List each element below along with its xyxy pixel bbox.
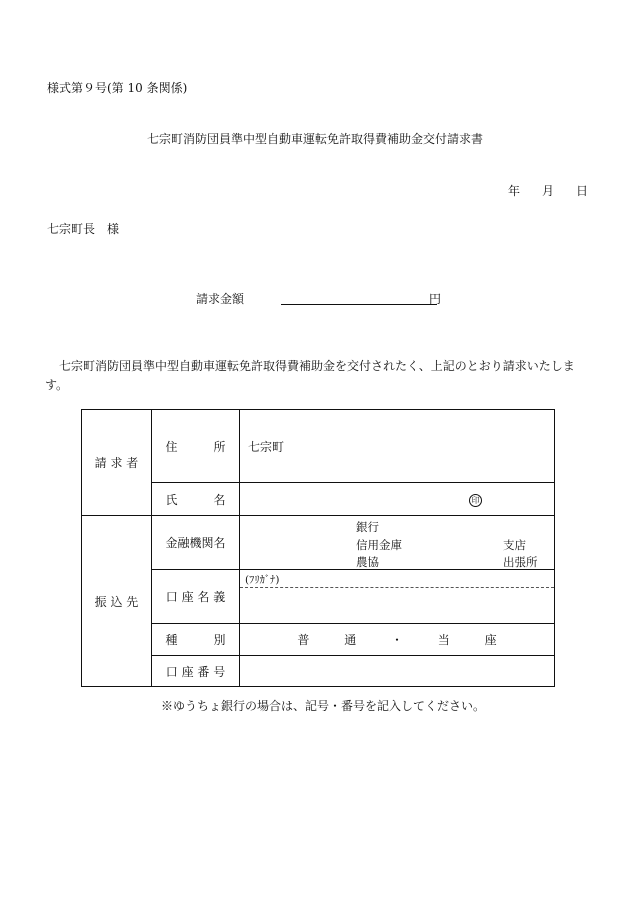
footnote: ※ゆうちょ銀行の場合は、記号・番号を記入してください。 (161, 699, 486, 713)
bank-type-agri-coop: 農協 (356, 555, 379, 569)
type-current-2: 座 (484, 633, 497, 647)
form-number: 様式第９号(第 10 条関係) (47, 81, 188, 95)
page-title: 七宗町消防団員準中型自動車運転免許取得費補助金交付請求書 (146, 132, 483, 146)
branch-type-branch: 支店 (503, 538, 526, 552)
account-type-label: 種 別 (152, 624, 240, 656)
claim-table (81, 409, 555, 687)
furigana-label: (ﾌﾘｶﾞﾅ) (245, 574, 280, 586)
branch-type-sub-branch: 出張所 (503, 555, 538, 569)
amount-label: 請求金額 (196, 292, 245, 306)
institution-label: 金融機関名 (152, 516, 240, 570)
address-label: 住 所 (152, 410, 240, 483)
type-ordinary-1: 普 (297, 633, 310, 647)
type-separator: ・ (390, 633, 403, 647)
transfer-group-label: 振 込 先 (82, 516, 152, 687)
date-line (508, 182, 588, 199)
type-ordinary-2: 通 (344, 633, 357, 647)
claimant-group-label: 請 求 者 (82, 410, 152, 516)
date-year: 年 (507, 184, 520, 198)
bank-type-credit-union: 信用金庫 (356, 538, 402, 552)
type-current-1: 当 (437, 633, 450, 647)
date-month: 月 (541, 184, 554, 198)
name-label: 氏 名 (152, 483, 240, 516)
seal-mark: 印 (469, 494, 482, 507)
addressee: 七宗町長 様 (47, 222, 120, 236)
amount-field[interactable] (281, 290, 437, 305)
account-number-label: 口 座 番 号 (152, 656, 240, 687)
name-field[interactable] (240, 483, 555, 516)
amount-unit: 円 (429, 292, 442, 306)
address-field[interactable] (240, 410, 555, 483)
institution-field[interactable] (240, 516, 555, 570)
furigana-divider (240, 587, 554, 588)
account-number-field[interactable] (240, 656, 555, 687)
body-text: 七宗町消防団員準中型自動車運転免許取得費補助金を交付されたく、上記のとおり請求いたします。 (45, 359, 575, 392)
bank-type-bank: 銀行 (356, 520, 379, 534)
address-value: 七宗町 (248, 439, 285, 454)
account-type-field[interactable] (240, 624, 555, 656)
account-name-field[interactable] (240, 570, 555, 624)
account-name-label: 口 座 名 義 (152, 570, 240, 624)
date-day: 日 (575, 184, 588, 198)
